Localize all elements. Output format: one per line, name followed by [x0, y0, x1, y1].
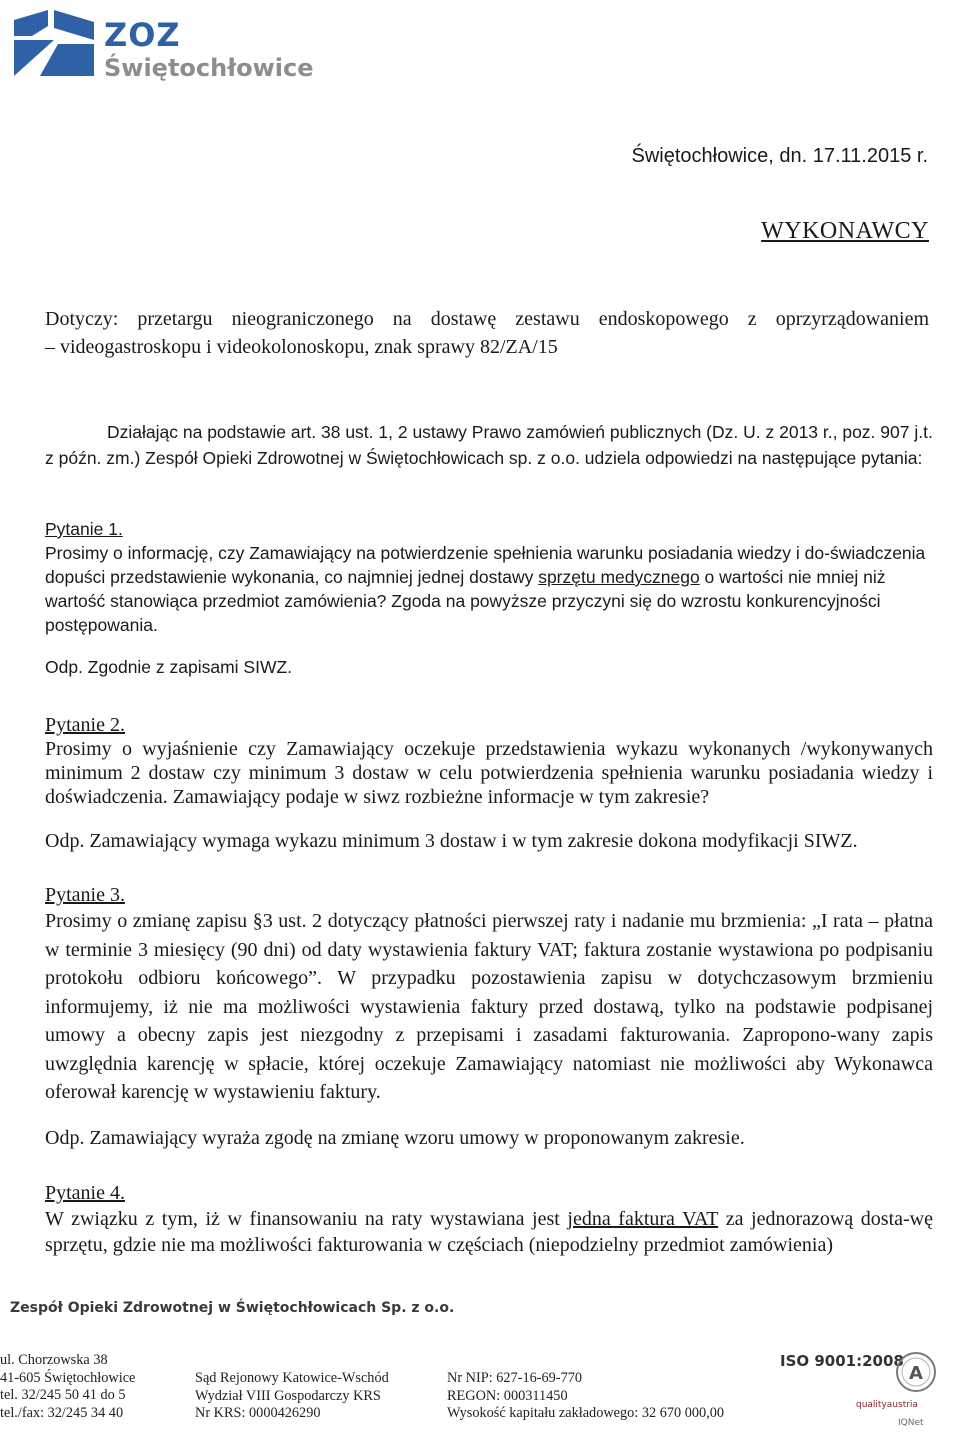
svg-text:A: A: [909, 1363, 923, 1384]
footer-court-column: [195, 1370, 389, 1423]
footer-address-column: [0, 1352, 135, 1422]
question-4-text-part: za jednorazową dosta-wę sprzętu, gdzie nie ma możliwości fakturowania w częściach (niepodzielny przedmiot zamówienia): [45, 1208, 933, 1256]
footer-tax-line: Nr NIP: 627-16-69-770: [447, 1370, 583, 1386]
question-2-title: Pytanie 2.: [45, 714, 125, 736]
subject-line-1: Dotyczy: przetargu nieograniczonego na dostawę zestawu endoskopowego z oprzyrządowaniem: [45, 308, 929, 330]
question-4-underlined: jedna faktura VAT: [567, 1208, 719, 1230]
subject-line-2: – videogastroskopu i videokolonoskopu, znak sprawy 82/ZA/15: [45, 336, 558, 358]
footer-tax-column: [447, 1370, 724, 1423]
answer-3: Odp. Zamawiający wyraża zgodę na zmianę wzoru umowy w proponowanym zakresie.: [45, 1126, 745, 1149]
answer-2: Odp. Zamawiający wymaga wykazu minimum 3 dostaw i w tym zakresie dokona modyfikacji SIWZ.: [45, 830, 858, 852]
question-1-text-part: o wartości nie mniej niż wartość stanowiąca przedmiot zamówienia? Zgoda na powyższe przyczyni się do wzrostu konkurencyjności postępowania.: [45, 567, 886, 635]
footer-court-line: Wydział VIII Gospodarczy KRS: [195, 1387, 381, 1404]
question-4-text: [45, 1206, 933, 1258]
logo-text-city: Świętochłowice: [104, 54, 314, 82]
subject-block: [45, 305, 929, 361]
logo-text-zoz: ZOZ: [104, 16, 181, 54]
question-4-title: Pytanie 4.: [45, 1182, 125, 1204]
intro-paragraph: [45, 419, 935, 471]
question-3-text: Prosimy o zmianę zapisu §3 ust. 2 dotyczący płatności pierwszej raty i nadanie mu brzmienia: „I rata – płatna w terminie 3 miesięcy (90 dni) od daty wystawienia faktury VAT; faktura zostanie wystawiona po podpisaniu protokołu odbioru końcowego”. W przypadku pozostawienia zapisu w dotychczasowym brzmieniu informujemy, iż nie ma możliwości wystawienia faktury przed dostawą, tylko na podstawie podpisanej umowy a obecny zapis jest niezgodny z przepisami i zasadami fakturowania. Zapropono-wany zapis uwzględnia karencję w spłacie, której oczekuje Zamawiający natomiast nie możliwości aby Wykonawca oferował karencję w wystawieniu faktury.: [45, 910, 933, 1103]
footer-court-line: Sąd Rejonowy Katowice-Wschód: [195, 1370, 389, 1386]
question-4: [45, 1180, 933, 1258]
footer-tax-line: REGON: 000311450: [447, 1387, 568, 1404]
question-4-text-part: W związku z tym, iż w finansowaniu na raty wystawiana jest: [45, 1208, 568, 1230]
iqnet-label: IQNet: [898, 1418, 924, 1428]
footer-address-line: 41-605 Świętochłowice: [0, 1369, 136, 1386]
question-1-title: Pytanie 1.: [45, 519, 123, 539]
question-1-underlined: sprzętu medycznego: [538, 567, 700, 587]
iso-certification: ISO 9001:2008: [780, 1352, 904, 1370]
question-3: [45, 883, 933, 1152]
question-3-title: Pytanie 3.: [45, 884, 125, 906]
answer-1: Odp. Zgodnie z zapisami SIWZ.: [45, 657, 293, 677]
footer-address-line: tel./fax: 32/245 34 40: [0, 1404, 124, 1421]
question-1: [45, 517, 933, 679]
footer-tax-line: Wysokość kapitału zakładowego: 32 670 000,00: [447, 1405, 725, 1421]
footer-address-line: tel. 32/245 50 41 do 5: [0, 1387, 126, 1403]
footer-court-line: Nr KRS: 0000426290: [195, 1405, 321, 1421]
question-2: [45, 713, 933, 853]
document-date: Świętochłowice, dn. 17.11.2015 r.: [631, 145, 928, 167]
question-2-text: Prosimy o wyjaśnienie czy Zamawiający oczekuje przedstawienia wykazu wykonanych /wykonywanych minimum 2 dostaw czy minimum 3 dostaw w celu potwierdzenia spełnienia warunku posiadania wiedzy i doświadczenia. Zamawiający podaje w siwz rozbieżne informacje w tym zakresie?: [45, 738, 933, 808]
intro-text: Działając na podstawie art. 38 ust. 1, 2 ustawy Prawo zamówień publicznych (Dz. U. z 2013 r., poz. 907 j.t. z późn. zm.) Zespół Opieki Zdrowotnej w Świętochłowicach sp. z o.o. udziela odpowiedzi na następujące pytania:: [45, 422, 933, 468]
zoz-logo-icon: [10, 10, 96, 80]
quality-austria-label: qualityaustria: [856, 1400, 918, 1410]
footer-address-line: ul. Chorzowska 38: [0, 1352, 108, 1368]
addressee-heading: WYKONAWCY: [761, 218, 929, 244]
certification-seal-icon: [894, 1350, 938, 1396]
question-1-text: [45, 541, 933, 637]
footer-company-name: Zespół Opieki Zdrowotnej w Świętochłowicach Sp. z o.o.: [10, 1300, 455, 1316]
question-1-text-part: Prosimy o informację, czy Zamawiający na potwierdzenie spełnienia warunku posiadania wiedzy i do-świadczenia dopuści przedstawienie wykonania, co najmniej jednej dostawy: [45, 543, 926, 587]
